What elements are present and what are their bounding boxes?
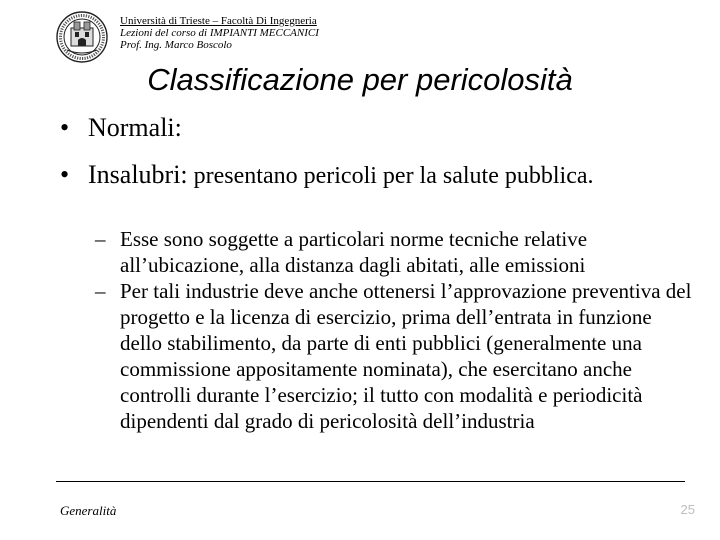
bullet-insalubri bbox=[60, 157, 700, 194]
bullet-symbol: • bbox=[60, 160, 70, 189]
header bbox=[120, 15, 319, 51]
slide-title: Classificazione per pericolosità bbox=[147, 62, 573, 97]
university-name: Università di Trieste – Facoltà Di Ingegneria bbox=[120, 15, 317, 27]
bullet-lead: Insalubri: bbox=[88, 160, 188, 189]
sub-bullet-symbol: – bbox=[95, 227, 106, 251]
bullet-symbol: • bbox=[60, 113, 70, 142]
footer-divider bbox=[56, 481, 685, 482]
sub-bullet-item bbox=[95, 226, 695, 278]
sub-bullet-text: Per tali industrie deve anche ottenersi l’approvazione preventiva del progetto e la licenza di esercizio, prima dell’entrata in funzione dello stabilimento, da parte di enti pubblici (generalmente una commissione appositamente nominata), che esercitano anche controlli durante l’esercizio; il tutto con modalità e periodicità dipendenti dal grado di pericolosità dell’industria bbox=[120, 279, 692, 433]
sub-bullet-list bbox=[95, 226, 695, 434]
sub-bullet-symbol: – bbox=[95, 279, 106, 303]
bullet-rest: presentano pericoli per la salute pubblica. bbox=[187, 163, 594, 189]
bullet-lead: Normali: bbox=[88, 113, 182, 142]
bullet-normali bbox=[60, 113, 182, 144]
university-seal-logo bbox=[55, 10, 109, 64]
footer-section-label: Generalità bbox=[60, 503, 117, 518]
course-name: Lezioni del corso di IMPIANTI MECCANICI bbox=[120, 27, 319, 39]
professor-name: Prof. Ing. Marco Boscolo bbox=[120, 39, 232, 51]
sub-bullet-text: Esse sono soggette a particolari norme tecniche relative all’ubicazione, alla distanza dagli abitati, alle emissioni bbox=[120, 227, 588, 277]
page-number: 25 bbox=[680, 502, 695, 517]
sub-bullet-item bbox=[95, 278, 695, 434]
